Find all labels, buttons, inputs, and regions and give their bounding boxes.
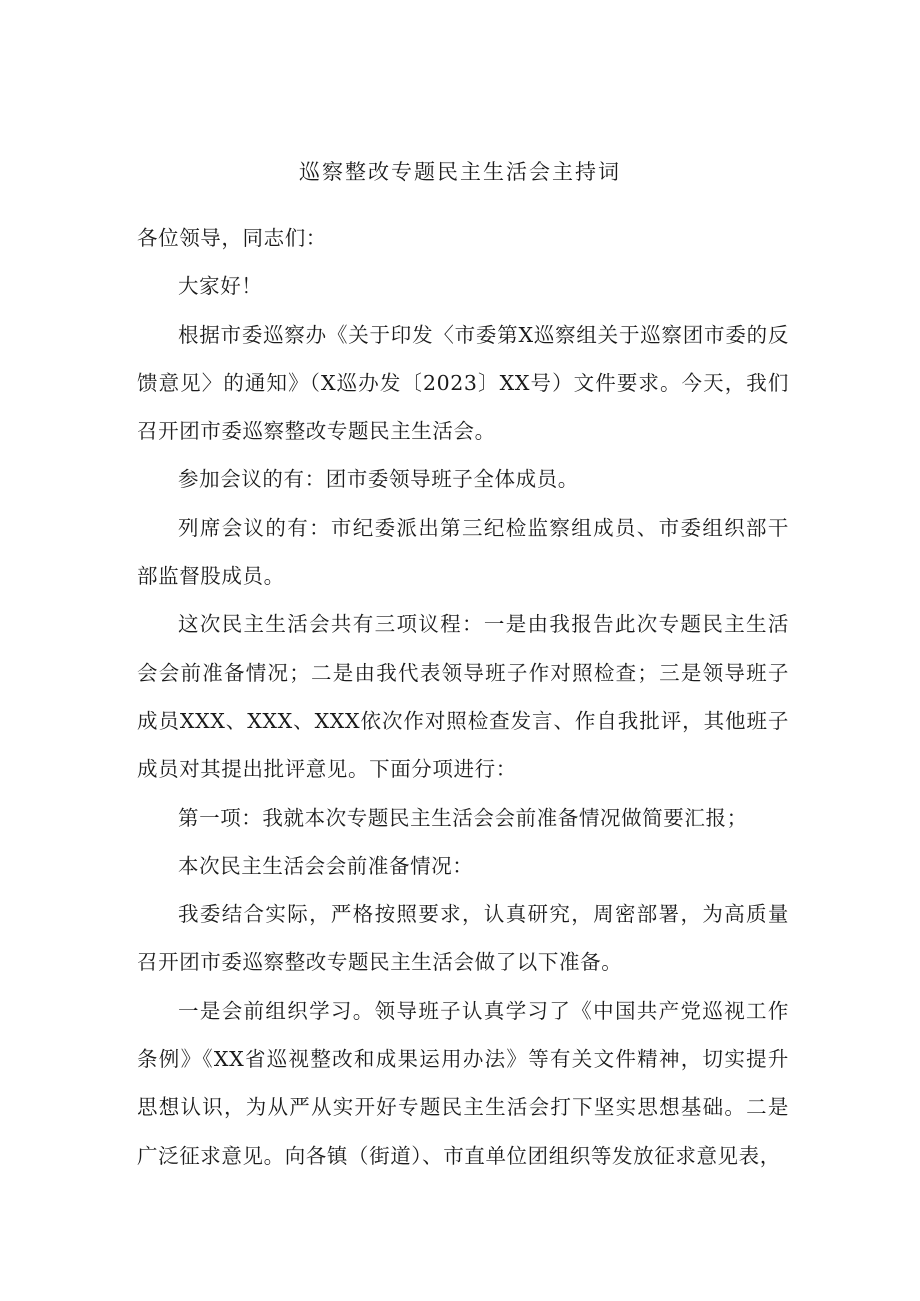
- paragraph: 根据市委巡察办《关于印发〈市委第X巡察组关于巡察团市委的反馈意见〉的通知》（X巡办发〔2023〕XX号）文件要求。今天，我们召开团市委巡察整改专题民主生活会。: [137, 322, 789, 444]
- document-title: 巡察整改专题民主生活会主持词: [299, 160, 621, 184]
- paragraph: 大家好！: [178, 274, 263, 299]
- document-body: [137, 214, 789, 1180]
- paragraph: 本次民主生活会会前准备情况：: [178, 853, 474, 878]
- paragraph: 参加会议的有：团市委领导班子全体成员。: [178, 467, 579, 492]
- paragraph: 各位领导，同志们：: [137, 226, 327, 250]
- paragraph: 一是会前组织学习。领导班子认真学习了《中国共产党巡视工作条例》《XX省巡视整改和成果运用办法》等有关文件精神，切实提升思想认识，为从严从实开好专题民主生活会打下坚实思想基础。二是广泛征求意见。向各镇（街道）、市直单位团组织等发放征求意见表，: [137, 998, 789, 1168]
- paragraph: 我委结合实际，严格按照要求，认真研究，周密部署，为高质量召开团市委巡察整改专题民主生活会做了以下准备。: [137, 902, 789, 975]
- paragraph: 这次民主生活会共有三项议程：一是由我报告此次专题民主生活会会前准备情况；二是由我代表领导班子作对照检查；三是领导班子成员XXX、XXX、XXX依次作对照检查发言、作自我批评，其他班子成员对其提出批评意见。下面分项进行：: [137, 612, 789, 782]
- paragraph: 第一项：我就本次专题民主生活会会前准备情况做简要汇报；: [178, 805, 748, 830]
- paragraph: 列席会议的有：市纪委派出第三纪检监察组成员、市委组织部干部监督股成员。: [137, 515, 789, 589]
